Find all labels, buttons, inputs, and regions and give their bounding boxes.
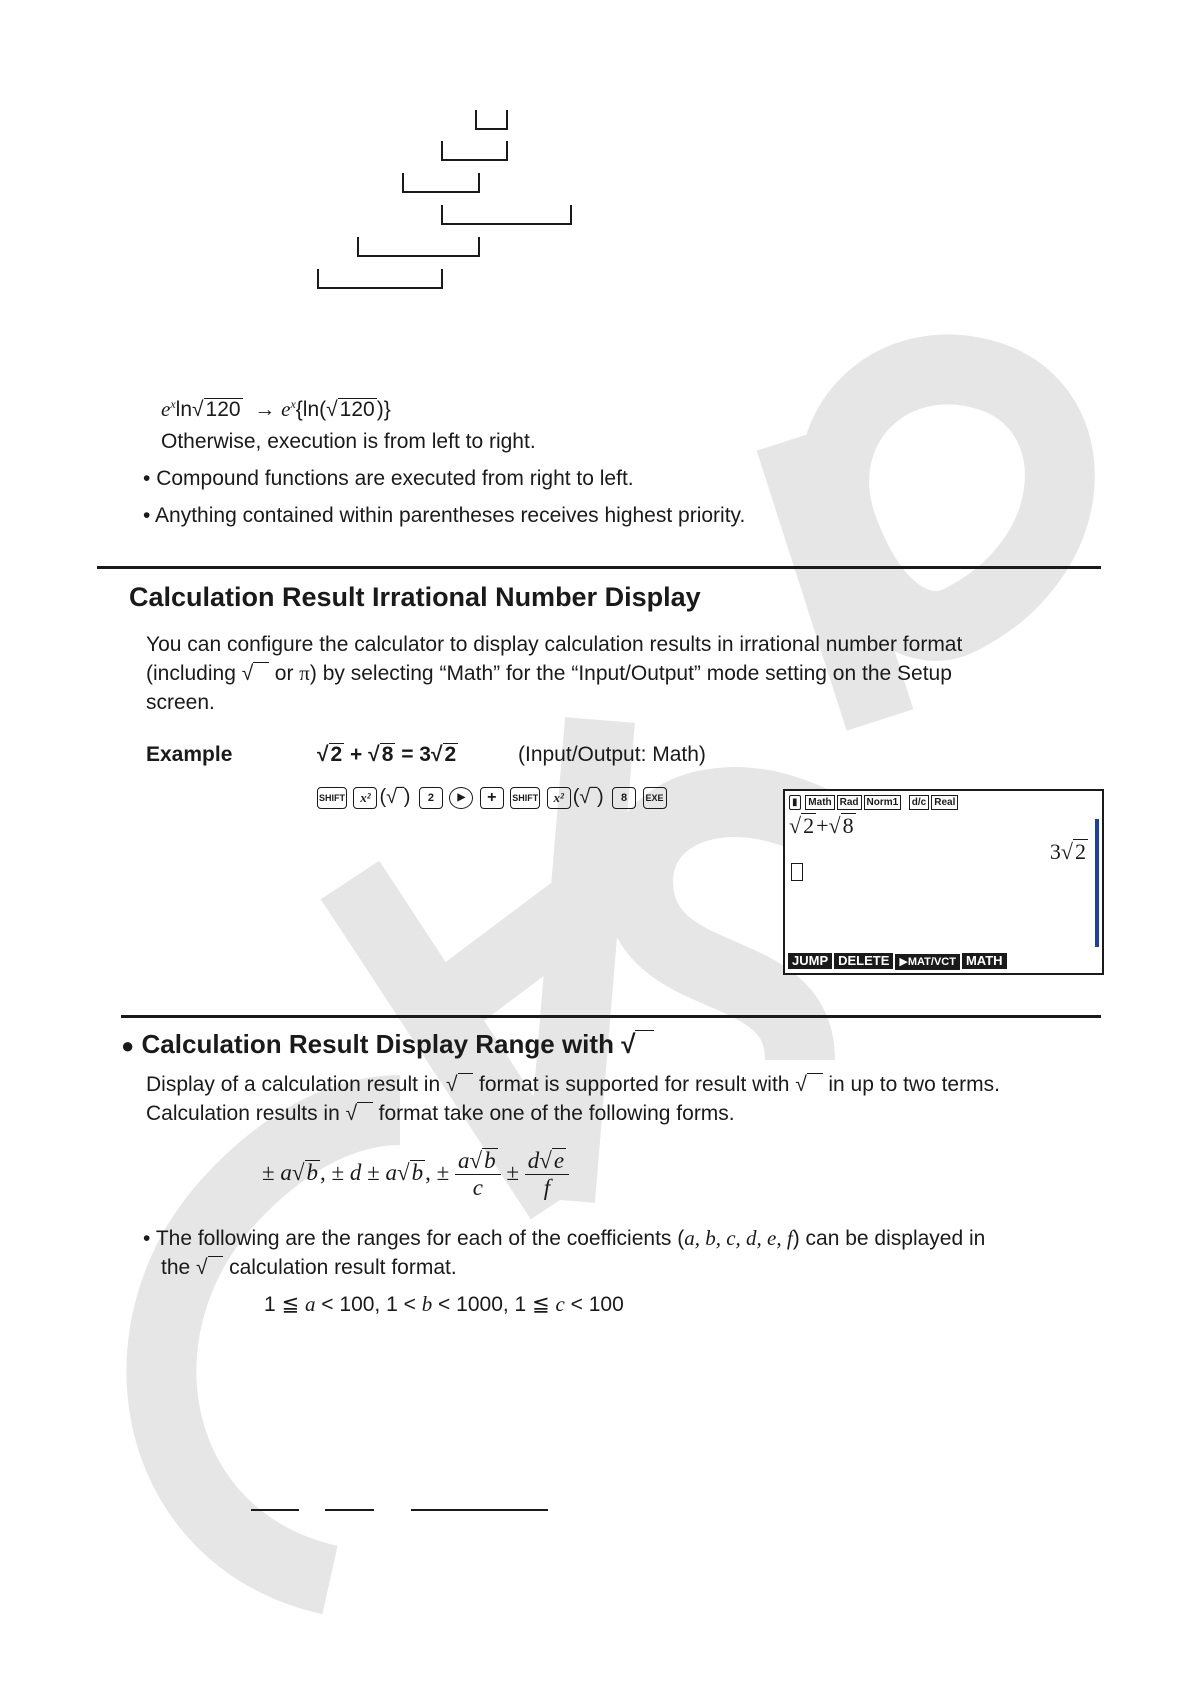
fkey-delete: DELETE [834,953,893,969]
status-norm: Norm1 [864,795,902,810]
status-real: Real [931,795,958,810]
range-line-2: Calculation results in √ format take one of the following forms. [146,1102,735,1125]
calculator-screen [783,789,1104,975]
forms-formula: ± a√b, ± d ± a√b, ± $\frac{a√b}{c}$ ± $\frac{d√e}{f}$ [262,1148,569,1201]
priority-bracket [402,173,480,193]
fraction-d-root-e-over-f: $\frac{d√e}{f}$ [525,1148,569,1201]
fraction-bar [325,1509,374,1511]
coefficient-bullet-line-2: the √ calculation result format. [161,1256,457,1279]
shift-key: SHIFT [510,787,540,809]
plus-key: + [480,787,504,809]
shift-key: SHIFT [317,787,347,809]
fraction-bar [411,1509,548,1511]
digit-2-key: 2 [419,787,443,809]
example-expression: √2 + √8 = 3√2 [317,743,457,766]
intro-line-3: screen. [146,691,215,714]
fraction-a-root-b-over-c: $\frac{a√b}{c}$ [455,1148,501,1201]
coefficient-bullet-line-1: • The following are the ranges for each of the coefficients (a, b, c, d, e, f) can be displayed in [143,1226,986,1250]
coefficient-ranges: 1 ≦ a < 100, 1 < b < 1000, 1 ≦ c < 100 [264,1292,624,1316]
example-label: Example [146,743,233,766]
otherwise-note: Otherwise, execution is from left to right. [161,430,536,453]
example-mode: (Input/Output: Math) [518,743,706,766]
screen-input: √2+√8 [789,813,854,838]
fkey-mat-vct: ▶MAT/VCT [895,954,960,970]
status-bar [789,795,960,810]
priority-example-formula: $e^x\ln√120 \to e^x\{\ln(√120)\}$ [161,397,391,421]
input-cursor [791,863,803,881]
bullet-parentheses: • Anything contained within parentheses receives highest priority. [143,504,746,527]
status-math: Math [805,795,834,810]
digit-8-key: 8 [612,787,636,809]
sqrt-symbol: √ [242,659,269,688]
screen-scrollbar [1095,819,1099,947]
status-dc: d/c [909,795,929,810]
status-rad: Rad [837,795,862,810]
sqrt-label: (√‾) [379,786,411,808]
priority-bracket [441,141,508,161]
exe-key: EXE [643,787,667,809]
bullet-compound: • Compound functions are executed from right to left. [143,467,634,490]
key-sequence [317,786,669,809]
fraction-bar [251,1509,299,1511]
fkey-jump: JUMP [788,953,832,969]
screen-result: 3√2 [1049,839,1086,864]
intro-line-2: (including √ or π) by selecting “Math” for the “Input/Output” mode setting on the Setup [146,659,952,688]
function-key-bar [788,952,1009,970]
priority-bracket [475,110,508,130]
x-squared-key: x² [353,787,377,809]
subsection-divider [121,1015,1101,1018]
x-squared-key: x² [547,787,571,809]
intro-line-1: You can configure the calculator to display calculation results in irrational number format [146,633,963,656]
range-heading: ● Calculation Result Display Range with √ [121,1029,654,1060]
right-arrow-key: ▶ [449,787,473,809]
battery-icon: ▮ [789,795,801,810]
fkey-math: MATH [962,953,1007,969]
priority-bracket [317,269,443,289]
section-divider [97,566,1101,569]
range-line-1: Display of a calculation result in √ format is supported for result with √ in up to two terms. [146,1073,1000,1096]
priority-bracket [357,237,480,257]
priority-bracket [441,205,572,225]
section-title: Calculation Result Irrational Number Display [129,582,701,612]
sqrt-label: (√‾) [572,786,604,808]
